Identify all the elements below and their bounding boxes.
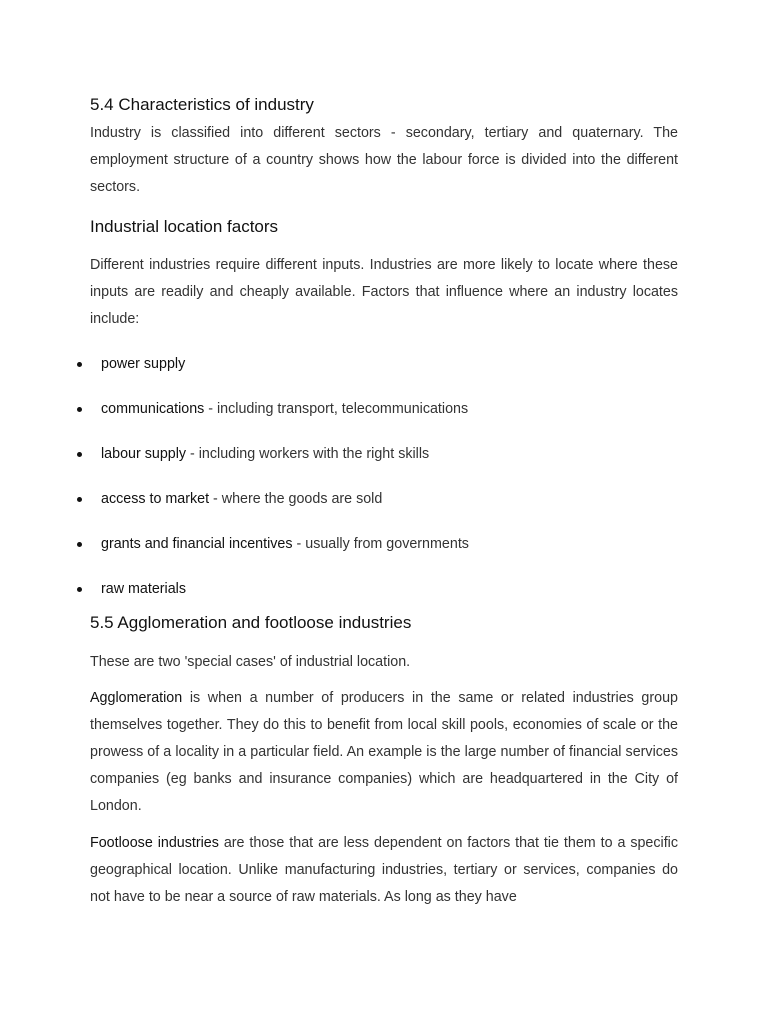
term-footloose-industries: Footloose industries <box>90 835 219 851</box>
list-item-term: access to market <box>101 491 210 507</box>
bullet-icon <box>77 497 82 502</box>
list-item-desc: - including workers with the right skills <box>186 446 430 462</box>
list-item-grants-and-financial-incentives <box>0 533 768 555</box>
bullet-icon <box>77 452 82 457</box>
paragraph-footloose-industries <box>90 830 678 911</box>
list-item-power-supply <box>0 353 768 375</box>
list-item-desc: - where the goods are sold <box>209 491 383 507</box>
list-item-communications <box>0 398 768 420</box>
agglomeration-text: is when a number of producers in the same or related industries group themselves together. They do this to benefit from local skill pools, economies of scale or the prowess of a locality in a particular field. An example is the large number of financial services companies (eg banks and insurance companies) which are headquartered in the City of London. <box>90 690 678 814</box>
list-item-desc: - including transport, telecommunications <box>204 401 469 417</box>
paragraph-special-cases: These are two 'special cases' of industrial location. <box>90 654 411 670</box>
bullet-icon <box>77 542 82 547</box>
paragraph-agglomeration <box>90 685 678 820</box>
list-item-access-to-market <box>0 488 768 510</box>
bullet-icon <box>77 587 82 592</box>
heading-characteristics-of-industry: 5.4 Characteristics of industry <box>90 95 314 114</box>
footloose-text: are those that are less dependent on factors that tie them to a specific geographical location. Unlike manufacturing industries, tertiary or services, companies do not have to be near a source of raw materials. As long as they have <box>90 835 678 905</box>
bullet-icon <box>77 362 82 367</box>
list-item-raw-materials <box>0 578 768 600</box>
list-item-desc: - usually from governments <box>292 536 469 552</box>
list-item-term: power supply <box>101 356 186 372</box>
list-item-term: labour supply <box>101 446 187 462</box>
heading-industrial-location-factors: Industrial location factors <box>90 217 279 236</box>
list-item-term: grants and financial incentives <box>101 536 293 552</box>
bullet-icon <box>77 407 82 412</box>
term-agglomeration: Agglomeration <box>90 690 183 706</box>
list-item-term: raw materials <box>101 581 187 597</box>
paragraph-location-inputs: Different industries require different inputs. Industries are more likely to locate where these inputs are readily and cheaply available. Factors that influence where an industry locates include: <box>90 257 678 327</box>
list-item-labour-supply <box>0 443 768 465</box>
list-item-term: communications <box>101 401 205 417</box>
paragraph-industry-sectors: Industry is classified into different sectors - secondary, tertiary and quaternary. The employment structure of a country shows how the labour force is divided into the different sectors. <box>90 125 678 195</box>
heading-agglomeration-and-footloose: 5.5 Agglomeration and footloose industries <box>90 613 412 632</box>
